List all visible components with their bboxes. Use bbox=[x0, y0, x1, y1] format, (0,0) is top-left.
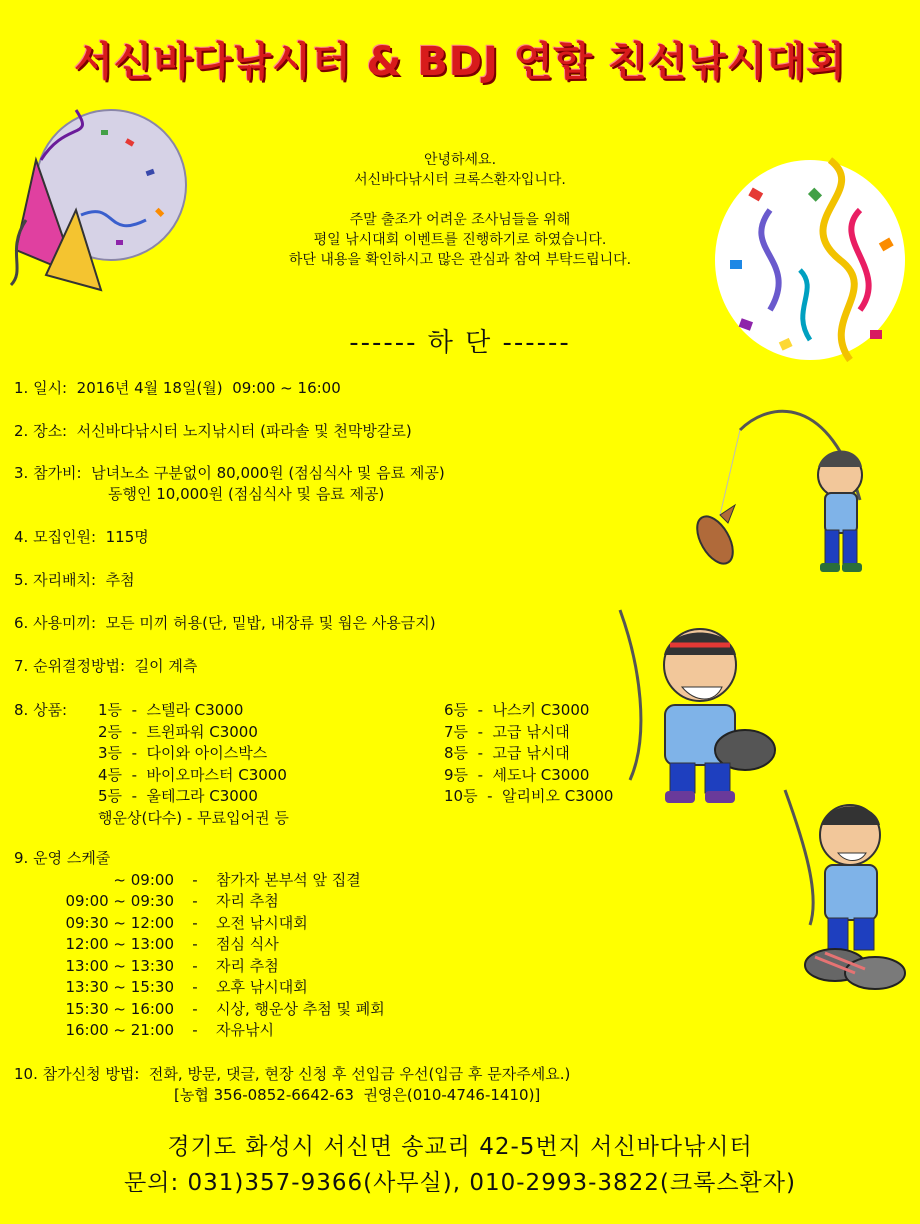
schedule-time: 09:30 ~ 12:00 bbox=[65, 913, 174, 932]
prize-row bbox=[98, 765, 613, 787]
schedule-dash: - bbox=[192, 870, 198, 889]
intro-line: 주말 출조가 어려운 조사님들을 위해 bbox=[349, 212, 571, 228]
prize-list bbox=[14, 700, 613, 829]
prize-left: 4등 - 바이오마스터 C3000 bbox=[98, 765, 287, 784]
schedule-row bbox=[14, 870, 385, 892]
prize-left: 2등 - 트윈파워 C3000 bbox=[98, 722, 258, 741]
intro-line: 안녕하세요. bbox=[423, 152, 497, 168]
fisherman-with-fish-icon bbox=[680, 405, 880, 580]
fisherman-with-catch-icon bbox=[610, 605, 785, 810]
section-divider: ------ 하 단 ------ bbox=[349, 328, 571, 358]
schedule-time: 13:30 ~ 15:30 bbox=[65, 978, 174, 996]
schedule-time: 09:00 ~ 09:30 bbox=[65, 892, 174, 910]
lucky-prize: 행운상(다수) - 무료입어권 등 bbox=[98, 808, 289, 827]
schedule-time: 12:00 ~ 13:00 bbox=[65, 935, 174, 953]
ranking-method: 7. 순위결정방법: 길이 계측 bbox=[14, 657, 198, 675]
schedule-row bbox=[14, 891, 385, 913]
prize-row bbox=[98, 743, 613, 765]
prize-label: 8. 상품: bbox=[14, 701, 68, 719]
schedule-row bbox=[14, 1020, 385, 1042]
schedule-dash: - bbox=[192, 956, 198, 975]
schedule-dash: - bbox=[192, 978, 198, 996]
schedule-activity: 오후 낚시대회 bbox=[216, 978, 308, 996]
schedule-dash: - bbox=[192, 935, 198, 953]
prize-left: 5등 - 울테그라 C3000 bbox=[98, 787, 258, 805]
seat-assignment: 5. 자리배치: 추첨 bbox=[14, 571, 135, 589]
event-date: 1. 일시: 2016년 4월 18일(월) 09:00 ~ 16:00 bbox=[14, 379, 341, 397]
party-popper-icon bbox=[6, 100, 186, 290]
schedule-dash: - bbox=[192, 1021, 198, 1039]
prize-row bbox=[98, 786, 613, 808]
entry-fee: 3. 참가비: 남녀노소 구분없이 80,000원 (점심식사 및 음료 제공) 동행인 10,000원 (점심식사 및 음료 제공) bbox=[14, 464, 445, 503]
intro-line: 평일 낚시대회 이벤트를 진행하기로 하였습니다. bbox=[313, 232, 607, 248]
prize-row bbox=[98, 722, 613, 744]
prize-right: 8등 - 고급 낚시대 bbox=[444, 744, 570, 762]
schedule-activity: 점심 식사 bbox=[216, 935, 279, 953]
apply-method: 10. 참가신청 방법: 전화, 방문, 댓글, 현장 신청 후 선입금 우선(입금 후 문자주세요.) [농협 356-0852-6642-63 권영은(010-4746-1410)] bbox=[14, 1065, 571, 1104]
prize-row bbox=[98, 700, 613, 722]
schedule-row bbox=[14, 913, 385, 935]
intro-message bbox=[180, 150, 740, 270]
poster-title: 서신바다낚시터 & BDJ 연합 친선낚시대회 bbox=[74, 39, 846, 85]
schedule-activity: 자리 추첨 bbox=[216, 892, 279, 910]
schedule-row bbox=[14, 977, 385, 999]
schedule-label: 9. 운영 스케줄 bbox=[14, 849, 111, 867]
recruit-count: 4. 모집인원: 115명 bbox=[14, 528, 149, 546]
schedule-dash: - bbox=[192, 892, 198, 910]
schedule-activity: 자유낚시 bbox=[216, 1021, 274, 1039]
schedule-activity: 시상, 행운상 추첨 및 폐회 bbox=[216, 999, 385, 1018]
schedule-activity: 오전 낚시대회 bbox=[216, 913, 308, 932]
intro-line: 하단 내용을 확인하시고 많은 관심과 참여 부탁드립니다. bbox=[288, 252, 632, 268]
prize-right: 6등 - 나스키 C3000 bbox=[444, 701, 590, 719]
schedule-row bbox=[14, 934, 385, 956]
schedule-time: 16:00 ~ 21:00 bbox=[65, 1021, 174, 1039]
schedule-dash: - bbox=[192, 913, 198, 932]
intro-line: 서신바다낚시터 크록스환자입니다. bbox=[354, 172, 566, 188]
fisherman-with-fish-pile-icon bbox=[780, 785, 920, 1000]
schedule-activity: 참가자 본부석 앞 집결 bbox=[216, 870, 361, 889]
schedule-dash: - bbox=[192, 999, 198, 1018]
footer-contact: 문의: 031)357-9366(사무실), 010-2993-3822(크록스환자) bbox=[124, 1170, 796, 1196]
schedule-row bbox=[14, 999, 385, 1021]
schedule-activity: 자리 추첨 bbox=[216, 956, 279, 975]
prize-left: 3등 - 다이와 아이스박스 bbox=[98, 744, 268, 762]
schedule-time: ~ 09:00 bbox=[113, 870, 174, 889]
prize-right: 10등 - 알리비오 C3000 bbox=[444, 787, 614, 805]
event-place: 2. 장소: 서신바다낚시터 노지낚시터 (파라솔 및 천막방갈로) bbox=[14, 422, 412, 440]
prize-left: 1등 - 스텔라 C3000 bbox=[98, 701, 244, 719]
schedule-time: 15:30 ~ 16:00 bbox=[65, 999, 174, 1018]
schedule bbox=[14, 848, 385, 1042]
schedule-row bbox=[14, 956, 385, 978]
schedule-time: 13:00 ~ 13:30 bbox=[65, 956, 174, 975]
footer-address: 경기도 화성시 서신면 송교리 42-5번지 서신바다낚시터 bbox=[167, 1134, 753, 1160]
bait-rules: 6. 사용미끼: 모든 미끼 허용(단, 밑밥, 내장류 및 웜은 사용금지) bbox=[14, 614, 436, 632]
prize-right: 9등 - 세도나 C3000 bbox=[444, 765, 590, 784]
prize-right: 7등 - 고급 낚시대 bbox=[444, 722, 570, 741]
